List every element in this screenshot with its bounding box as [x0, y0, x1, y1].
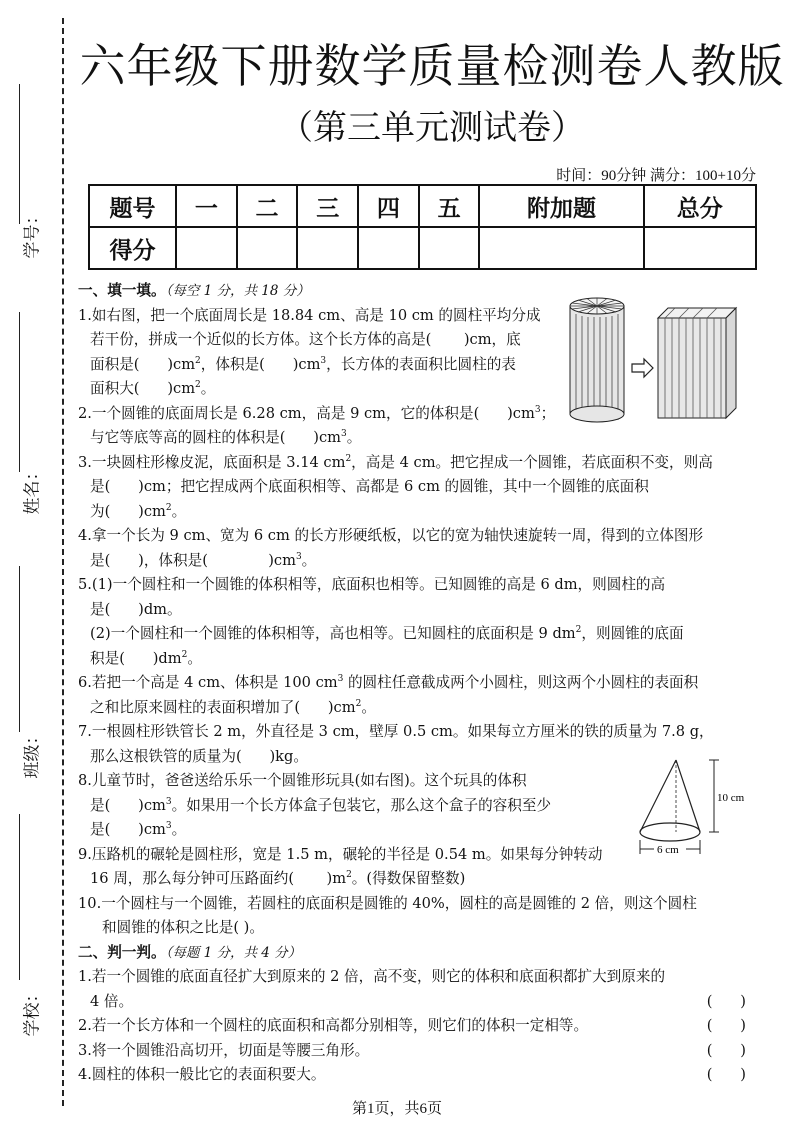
section-fill-heading: 一、填一填。 [78, 282, 166, 299]
score-input-cell[interactable] [176, 227, 237, 269]
section-judge-heading: 二、判一判。 [78, 943, 166, 961]
score-header-cell: 四 [358, 185, 419, 227]
section-judge-title [78, 941, 746, 966]
exam-content [78, 279, 746, 1088]
page-subtitle: （第三单元测试卷） [279, 108, 585, 148]
question-4: 4.拿一个长为 9 cm、宽为 6 cm 的长方形硬纸板，以它的宽为轴快速旋转一周，得到的立体图形 是( )，体积是( )$cm^3$。 [78, 527, 704, 569]
score-header-cell: 总分 [644, 185, 756, 227]
page-title: 六年级下册数学质量检测卷人教版 [79, 39, 785, 93]
judge-item-2: 2.若一个长方体和一个圆柱的底面积和高都分别相等，则它们的体积一定相等。 ( ) [78, 1014, 746, 1039]
judge-answer-box[interactable]: ( ) [706, 1066, 746, 1083]
judge-item-3: 3.将一个圆锥沿高切开，切面是等腰三角形。 ( ) [78, 1039, 746, 1064]
xuehao-label: 学号： [22, 207, 43, 259]
xingming-write-line[interactable] [19, 312, 20, 472]
section-fill-title [78, 279, 746, 304]
xingming-label: 姓名： [22, 463, 43, 515]
score-table [88, 184, 757, 270]
judge-answer-box[interactable]: ( ) [706, 992, 746, 1010]
xuehao-write-line[interactable] [19, 84, 20, 224]
score-input-cell[interactable] [358, 227, 419, 269]
score-header-cell: 一 [176, 185, 237, 227]
banji-label: 班级： [22, 727, 43, 779]
judge-item-4: 4.圆柱的体积一般比它的表面积要大。 ( ) [78, 1063, 746, 1088]
score-input-cell[interactable] [644, 227, 756, 269]
score-header-cell: 题号 [89, 185, 176, 227]
score-table-score-row [89, 227, 756, 269]
score-header-cell: 附加题 [479, 185, 643, 227]
score-header-cell: 二 [237, 185, 298, 227]
section-judge-note: （每题 1 分，共 4 分） [165, 944, 302, 961]
question-2: 2.一个圆锥的底面周长是 6.28 cm，高是 9 cm，它的体积是( )$cm^3$； 与它等底等高的圆柱的体积是( )$cm^3$。 [78, 404, 556, 446]
question-6: 6.若把一个高是 4 cm、体积是 100 $cm^3$ 的圆柱任意截成两个小圆柱，则这两个小圆柱的表面积 之和比原来圆柱的表面积增加了( )$cm^2$。 [78, 674, 699, 716]
question-3: 3.一块圆柱形橡皮泥，底面积是 3.14 $cm^2$，高是 4 cm。把它捏成一个圆锥，若底面积不变，则高 是( )cm；把它捏成两个底面积相等、高都是 6 cm 的圆锥，其中一个圆锥的底面积 为( )$cm^2$。 [78, 453, 713, 520]
score-input-cell[interactable] [297, 227, 358, 269]
score-header-cell: 三 [297, 185, 358, 227]
xuexiao-label: 学校： [22, 985, 43, 1037]
question-5: 5.(1)一个圆柱和一个圆锥的体积相等，底面积也相等。已知圆锥的高是 6 dm，则圆柱的高 是( )dm。 (2)一个圆柱和一个圆锥的体积相等，高也相等。已知圆柱的底面积是 9 $dm^2$，则圆锥的底面 积是( )$dm^2$。 [78, 576, 684, 667]
question-8: 8.儿童节时，爸爸送给乐乐一个圆锥形玩具(如右图)。这个玩具的体积 是( )$cm^3$。如果用一个长方体盒子包装它，那么这个盒子的容积至少 是( )$cm^3$。 [78, 772, 552, 838]
banji-write-line[interactable] [19, 566, 20, 732]
score-header-cell: 五 [419, 185, 480, 227]
question-1: 1.如右图，把一个底面周长是 18.84 cm、高是 10 cm 的圆柱平均分成 若干份，拼成一个近似的长方体。这个长方体的高是( )cm，底 面积是( )$cm^2$，体积是( )$cm^3$，长方体的表面积比圆柱的表 面积大( )$cm^2$。 [78, 306, 541, 397]
time-info: 时间：90分钟 满分：100+10分 [556, 168, 756, 184]
cone-base-label: 6 cm [657, 844, 679, 856]
cone-height-label: 10 cm [717, 792, 745, 804]
judge-item-1: 1.若一个圆锥的底面直径扩大到原来的 2 倍，高不变，则它的体积和底面积都扩大到原来的 4 倍。 ( ) [78, 965, 746, 1014]
xuexiao-write-line[interactable] [19, 814, 20, 980]
question-9: 9.压路机的碾轮是圆柱形，宽是 1.5 m，碾轮的半径是 0.54 m。如果每分钟转动 16 周，那么每分钟可压路面约( )$m^2$。(得数保留整数) [78, 845, 603, 887]
score-input-cell[interactable] [237, 227, 298, 269]
page-footer: 第1页，共6页 [351, 1101, 442, 1117]
score-input-cell[interactable] [479, 227, 643, 269]
question-7: 7.一根圆柱形铁管长 2 m，外直径是 3 cm，壁厚 0.5 cm。如果每立方厘米的铁的质量为 7.8 g， 那么这根铁管的质量为( )kg。 [78, 723, 714, 765]
score-row-label: 得分 [89, 227, 176, 269]
judge-answer-box[interactable]: ( ) [706, 1041, 746, 1059]
score-input-cell[interactable] [419, 227, 480, 269]
score-table-header-row [89, 185, 756, 227]
section-fill-note: （每空 1 分，共 18 分） [165, 283, 310, 299]
question-10: 10.一个圆柱与一个圆锥，若圆柱的底面积是圆锥的 40%，圆柱的高是圆锥的 2 倍，则这个圆柱 和圆锥的体积之比是( )。 [78, 894, 697, 936]
binding-dashed-line [62, 18, 64, 1106]
judge-answer-box[interactable]: ( ) [706, 1017, 746, 1034]
